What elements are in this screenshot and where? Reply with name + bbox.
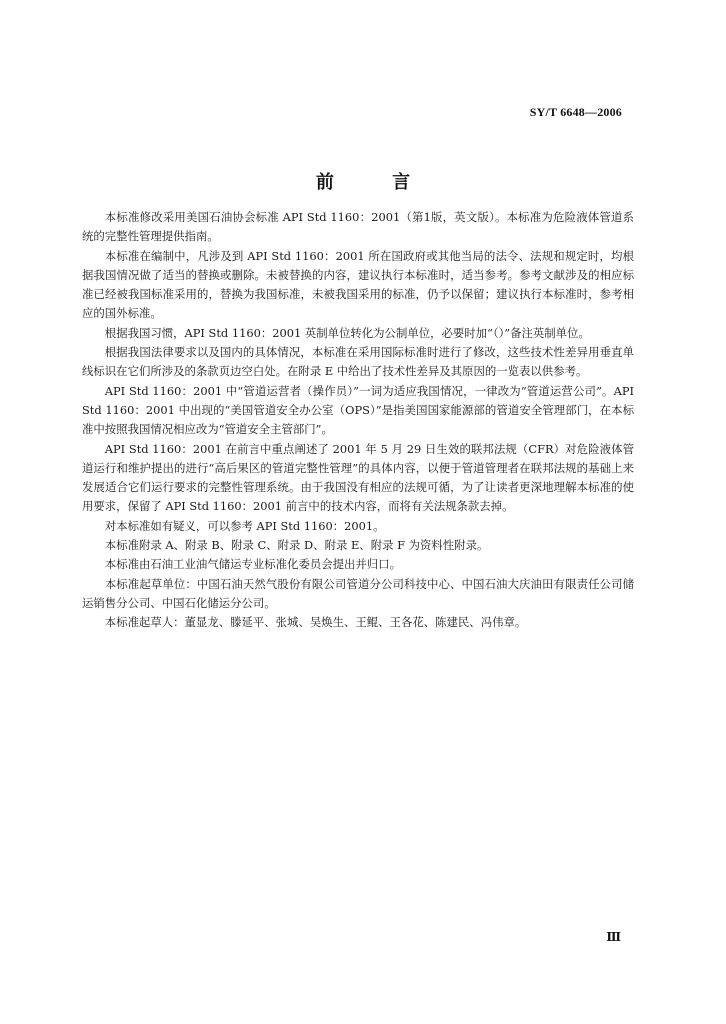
paragraph: 本标准附录 A、附录 B、附录 C、附录 D、附录 E、附录 F 为资料性附录。 (104, 538, 489, 553)
paragraph: 本标准起草人：董显龙、滕延平、张城、吴焕生、王鲲、王各花、陈建民、冯伟章。 (104, 615, 527, 630)
paragraph: 对本标准如有疑义，可以参考 API Std 1160：2001。 (104, 518, 385, 533)
paragraph: API Std 1160：2001 中“管道运营者（操作员）”一词为适应我国情况，一律改为“管道运营公司”。API Std 1160：2001 中出现的“美国管道安全办公室（OPS）”是指美国国家能源部的管道安全管理部门，在本标准中按照我国情况相应改为“管道安全主管部门”。 (82, 383, 634, 437)
page-number: Ⅲ (606, 930, 620, 944)
foreword-body (82, 208, 634, 633)
page-title: 前 言 (315, 172, 437, 193)
paragraph: 本标准由石油工业油气储运专业标准化委员会提出并归口。 (104, 557, 401, 572)
paragraph: 根据我国法律要求以及国内的具体情况，本标准在采用国际标准时进行了修改，这些技术性差异用垂直单线标识在它们所涉及的条款页边空白处。在附录 E 中给出了技术性差异及其原因的一览表以供参考。 (82, 345, 634, 379)
paragraph: 本标准起草单位：中国石油天然气股份有限公司管道分公司科技中心、中国石油大庆油田有限责任公司储运销售分公司、中国石化储运分公司。 (82, 576, 634, 610)
paragraph: 根据我国习惯，API Std 1160：2001 英制单位转化为公制单位，必要时加“（）”备注英制单位。 (104, 325, 590, 340)
paragraph: 本标准在编制中，凡涉及到 API Std 1160：2001 所在国政府或其他当局的法令、法规和规定时，均根据我国情况做了适当的替换或删除。未被替换的内容，建议执行本标准时，适当参考。参考文献涉及的相应标准已经被我国标准采用的，替换为我国标准，未被我国采用的标准，仍予以保留；建议执行本标准时，参考相应的国外标准。 (82, 248, 634, 321)
paragraph: API Std 1160：2001 在前言中重点阐述了 2001 年 5 月 29 日生效的联邦法规（CFR）对危险液体管道运行和维护提出的进行“高后果区的管道完整性管理”的具体内容，以便于管道管理者在联邦法规的基础上来发展适合它们运行要求的完整性管理系统。由于我国没有相应的法规可循，为了让读者更深地理解本标准的使用要求，保留了 API Std 1160：2001 前言中的技术内容，而将有关法规条款去掉。 (82, 441, 634, 514)
paragraph: 本标准修改采用美国石油协会标准 API Std 1160：2001（第1版，英文版）。本标准为危险液体管道系统的完整性管理提供指南。 (82, 210, 634, 244)
standard-code: SY/T 6648—2006 (529, 105, 622, 119)
